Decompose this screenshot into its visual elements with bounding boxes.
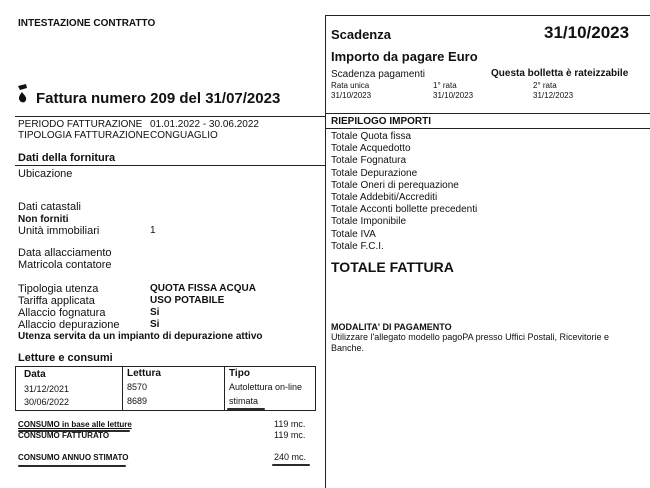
column-divider <box>325 15 326 488</box>
rate-2-head: 2° rata <box>533 81 557 90</box>
period-value: 01.01.2022 - 30.06.2022 <box>150 119 259 130</box>
payments-label: Scadenza pagamenti <box>331 69 425 80</box>
summary-item: Totale Acquedotto <box>331 143 411 155</box>
divider <box>15 116 325 117</box>
table-cell-type: stimata <box>229 396 259 406</box>
handwritten-underline <box>18 465 126 467</box>
billing-type-value: CONGUAGLIO <box>150 130 218 141</box>
sewer-value: Si <box>150 307 160 318</box>
consumption-billed-label: CONSUMO FATTURATO <box>18 431 110 440</box>
sewer-label: Allaccio fognatura <box>18 307 106 319</box>
table-cell-date: 30/06/2022 <box>24 397 70 407</box>
consumption-annual-label: CONSUMO ANNUO STIMATO <box>18 453 129 462</box>
summary-item: Totale F.C.I. <box>331 240 384 252</box>
consumption-annual-value: 240 mc. <box>274 452 307 462</box>
summary-item: Totale Addebiti/Accrediti <box>331 192 438 204</box>
divider <box>325 113 650 114</box>
summary-item: Totale IVA <box>331 228 376 240</box>
rate-unica-head: Rata unica <box>331 81 370 90</box>
payment-text-line1: Utilizzare l'allegato modello pagoPA presso Uffici Postali, Ricevitorie e <box>331 332 610 342</box>
rate-1-date: 31/10/2023 <box>433 91 474 100</box>
water-drop-icon <box>16 82 32 104</box>
divider <box>325 128 650 129</box>
period-label: PERIODO FATTURAZIONE <box>18 119 143 130</box>
connection-date-label: Data allacciamento <box>18 247 112 259</box>
table-divider <box>122 366 123 410</box>
table-cell-type: Autolettura on-line <box>229 382 303 392</box>
right-top-border <box>325 15 650 16</box>
readings-heading: Letture e consumi <box>18 352 113 364</box>
rate-1-head: 1° rata <box>433 81 457 90</box>
total-invoice-label: TOTALE FATTURA <box>331 259 454 275</box>
consumption-base-value: 119 mc. <box>274 419 306 429</box>
rate-unica-date: 31/10/2023 <box>331 91 372 100</box>
summary-item: Totale Quota fissa <box>331 131 412 142</box>
ubicazione-label: Ubicazione <box>18 168 73 180</box>
units-label: Unità immobiliari <box>18 225 100 237</box>
purification-value: Si <box>150 319 160 330</box>
due-label: Scadenza <box>331 27 391 42</box>
col-reading-header: Lettura <box>127 368 161 379</box>
table-cell-date: 31/12/2021 <box>24 384 70 394</box>
col-date-header: Data <box>24 369 46 380</box>
table-cell-reading: 8689 <box>127 396 148 406</box>
invoice-title: Fattura numero 209 del 31/07/2023 <box>36 90 281 107</box>
col-type-header: Tipo <box>229 368 250 379</box>
units-value: 1 <box>150 225 156 236</box>
consumption-billed-value: 119 mc. <box>274 430 306 440</box>
table-divider <box>224 366 225 410</box>
consumption-base-label: CONSUMO in base alle letture <box>18 420 132 429</box>
billing-type-label: TIPOLOGIA FATTURAZIONE <box>18 130 150 141</box>
divider <box>15 165 325 166</box>
due-date: 31/10/2023 <box>544 23 630 42</box>
payment-heading: MODALITA' DI PAGAMENTO <box>331 322 452 332</box>
user-type-value: QUOTA FISSA ACQUA <box>150 283 256 294</box>
meter-label: Matricola contatore <box>18 259 112 271</box>
user-type-label: Tipologia utenza <box>18 283 99 295</box>
amount-label: Importo da pagare Euro <box>331 49 478 64</box>
installment-note: Questa bolletta è rateizzabile <box>491 68 629 79</box>
summary-item: Totale Depurazione <box>331 167 418 179</box>
purification-note: Utenza servita da un impianto di depurazione attivo <box>18 331 263 342</box>
contract-heading: INTESTAZIONE CONTRATTO <box>18 18 156 29</box>
summary-item: Totale Imponibile <box>331 216 407 228</box>
catastali-value: Non forniti <box>18 214 69 225</box>
handwritten-underline <box>227 408 265 410</box>
summary-item: Totale Acconti bollette precedenti <box>331 204 478 216</box>
summary-list <box>331 131 477 253</box>
supply-heading: Dati della fornitura <box>18 152 116 164</box>
table-cell-reading: 8570 <box>127 382 148 392</box>
catastali-label: Dati catastali <box>18 201 81 213</box>
purification-label: Allaccio depurazione <box>18 319 120 331</box>
tariff-value: USO POTABILE <box>150 295 225 306</box>
handwritten-underline <box>272 464 310 466</box>
payment-text-line2: Banche. <box>331 343 365 353</box>
tariff-label: Tariffa applicata <box>18 295 95 307</box>
summary-item: Totale Fognatura <box>331 155 407 167</box>
summary-item: Totale Oneri di perequazione <box>331 179 459 191</box>
rate-2-date: 31/12/2023 <box>533 91 574 100</box>
summary-heading: RIEPILOGO IMPORTI <box>331 116 432 127</box>
